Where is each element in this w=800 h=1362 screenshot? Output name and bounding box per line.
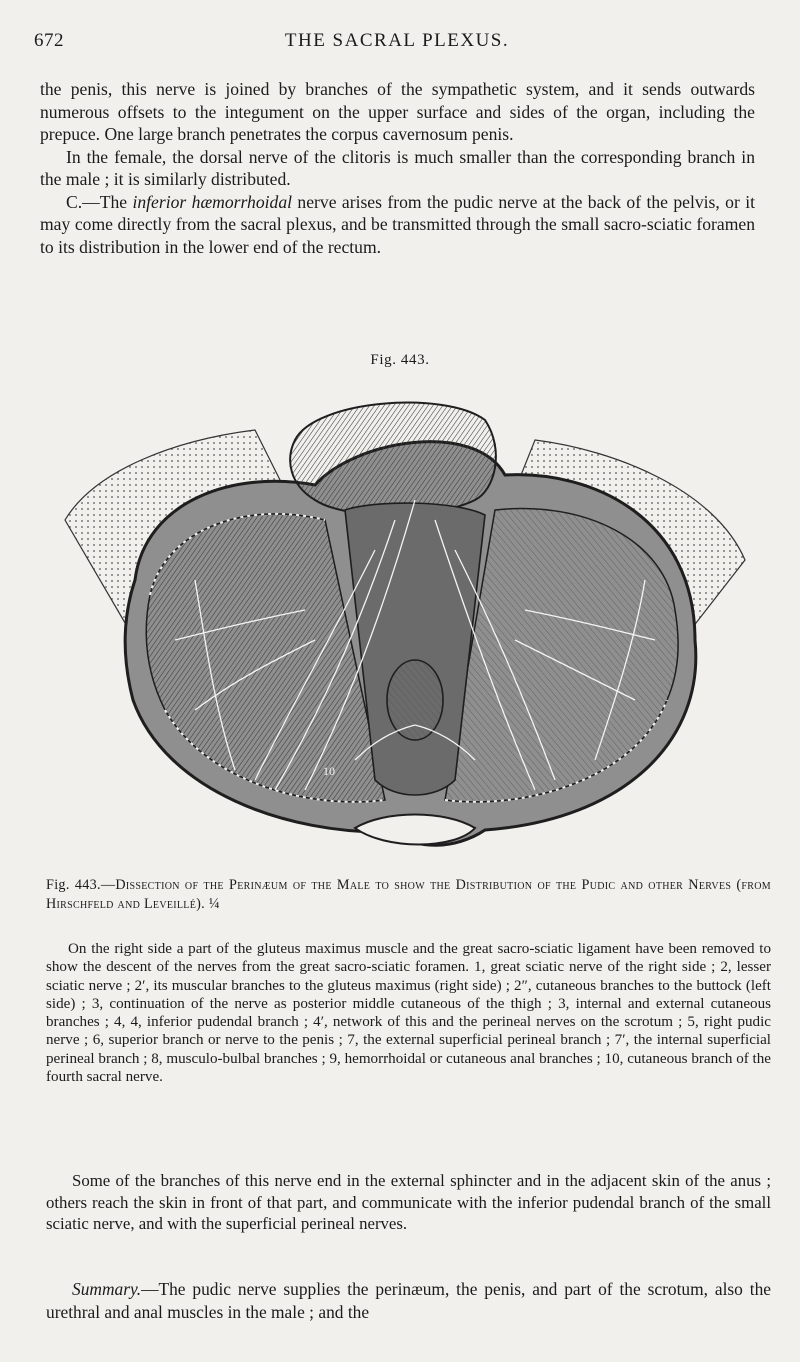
summary-label: Summary.	[72, 1279, 142, 1299]
section-c-lead: C.—The	[66, 191, 133, 212]
intro-text-block	[40, 78, 755, 258]
caption-scale: ¼	[208, 896, 220, 912]
section-c-text: nerve arises from the pudic nerve at the back of the pelvis, or it may come directly from the sacral plexus, and be transmitted through the small sacro-sciatic foramen to its distribution in the lower end of the rectum.	[40, 191, 755, 257]
figure-caption	[46, 876, 771, 914]
summary-text: —The pudic nerve supplies the perinæum, the penis, and part of the scrotum, also the urethral and anal muscles in the male ; and the	[46, 1279, 771, 1322]
paragraph-branches-sphincter: Some of the branches of this nerve end in the external sphincter and in the adjacent skin of the anus ; others reach the skin in front of that part, and communicate with the inferior pudendal branch of the small sciatic nerve, and with the superficial perineal nerves.	[46, 1171, 771, 1233]
figure-label: Fig. 443.	[370, 352, 430, 368]
perineum-dissection-illustration	[55, 380, 755, 860]
running-header	[34, 30, 760, 54]
page-number: 672	[34, 30, 64, 51]
figure-callout-10: 10	[323, 764, 335, 778]
caption-figure-number: Fig. 443.	[46, 877, 101, 893]
scrotum	[290, 403, 496, 515]
paragraph-female: In the female, the dorsal nerve of the clitoris is much smaller than the corresponding branch in the male ; it is similarly distributed.	[40, 146, 755, 189]
anus	[387, 660, 443, 740]
paragraph-inferior-haemorrhoidal	[40, 191, 755, 259]
section-c-term: inferior hæmorrhoidal	[132, 191, 293, 212]
paragraph-penis-continuation: the penis, this nerve is joined by branches of the sympathetic system, and it sends outwards numerous offsets to the integument on the upper surface and sides of the organ, including the prepuce. One large branch penetrates the corpus cavernosum penis.	[40, 79, 755, 144]
paragraph-summary	[46, 1278, 771, 1323]
caption-title: —Dissection of the Perinæum of the Male to show the Distribution of the Pudic and other Nerves (from Hirschfeld and Leveillé).	[46, 877, 771, 912]
running-title: THE SACRAL PLEXUS.	[284, 30, 510, 51]
figure-legend: On the right side a part of the gluteus maximus muscle and the great sacro-sciatic ligament have been removed to show the descent of the nerves from the great sacro-sciatic foramen. 1, great sciatic nerve of the right side ; 2, lesser sciatic nerve ; 2′, its muscular branches to the gluteus maximus (right side) ; 2″, cutaneous branches to the buttock (left side) ; 3, continuation of the nerve as posterior middle cutaneous of the thigh ; 3, internal and external cutaneous branches ; 4, 4, inferior pudendal branch ; 4′, network of this and the perineal nerves on the scrotum ; 5, right pudic nerve ; 6, superior branch or nerve to the penis ; 7, the external superficial perineal branch ; 7′, the internal superficial perineal branch ; 8, musculo-bulbal branches ; 9, hemorrhoidal or cutaneous anal branches ; 10, cutaneous branch of the fourth sacral nerve.	[46, 941, 771, 1086]
